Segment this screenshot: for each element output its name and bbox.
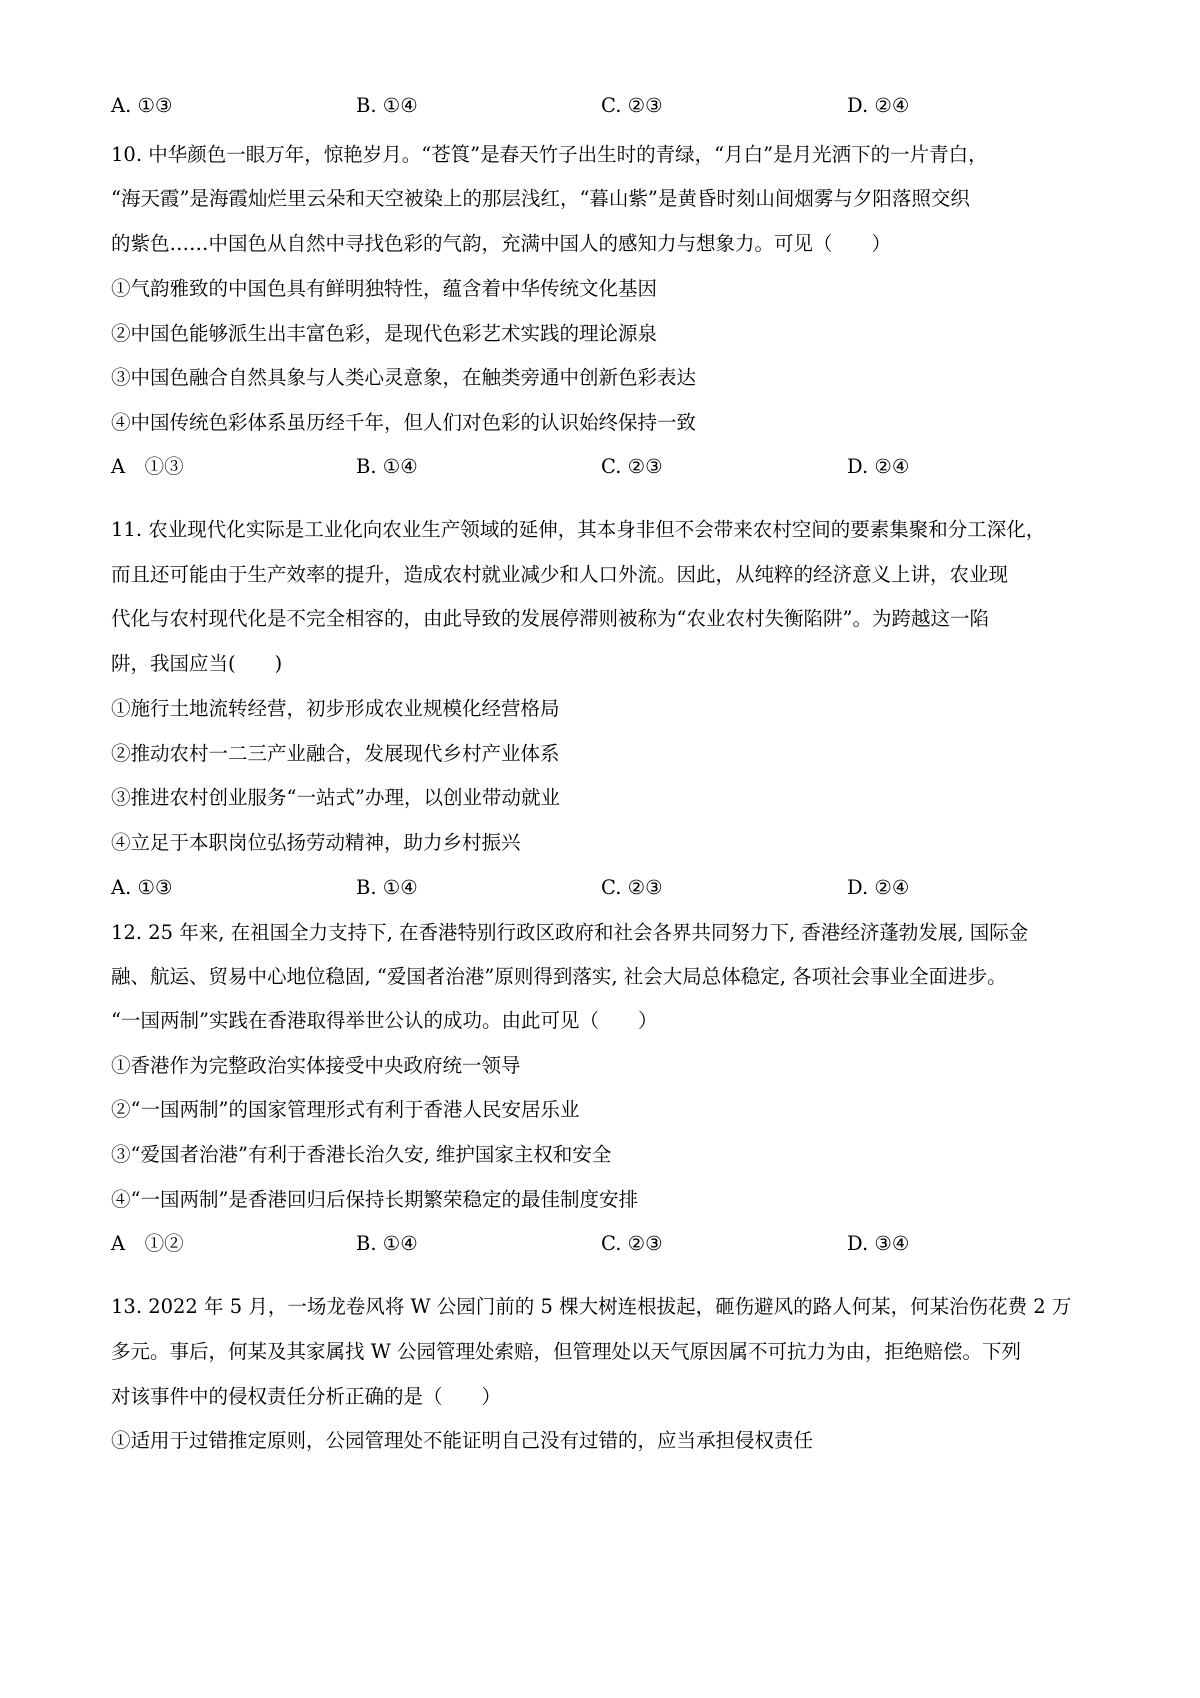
q10-stem-line: 10. 中华颜色一眼万年，惊艳岁月。“苍筤”是春天竹子出生时的青绿，“月白”是月光洒下的一片青白， <box>111 143 988 166</box>
q9-option-c: C. ②③ <box>601 94 663 117</box>
q11-option-d: D. ②④ <box>847 876 910 899</box>
q11-stem-line: 11. 农业现代化实际是工业化向农业生产领域的延伸，其本身非但不会带来农村空间的要素集聚和分工深化， <box>111 518 1046 541</box>
q10-statement-3: ③中国色融合自然具象与人类心灵意象，在触类旁通中创新色彩表达 <box>111 366 697 389</box>
q12-statement-1: ①香港作为完整政治实体接受中央政府统一领导 <box>111 1054 521 1077</box>
q10-stem-line: “海天霞”是海霞灿烂里云朵和天空被染上的那层浅红，“暮山紫”是黄昏时刻山间烟雾与夕阳落照交织 <box>111 187 970 210</box>
q13-stem-line: 多元。事后，何某及其家属找 W 公园管理处索赔，但管理处以天气原因属不可抗力为由，拒绝赔偿。下列 <box>111 1340 1021 1363</box>
q11-stem-line: 阱，我国应当( ) <box>111 652 283 675</box>
q11-statement-1: ①施行土地流转经营，初步形成农业规模化经营格局 <box>111 697 560 720</box>
q11-option-b: B. ①④ <box>356 876 418 899</box>
q11-statement-4: ④立足于本职岗位弘扬劳动精神，助力乡村振兴 <box>111 831 521 854</box>
q11-statement-2: ②推动农村一二三产业融合，发展现代乡村产业体系 <box>111 742 560 765</box>
q11-options <box>111 874 1111 902</box>
q12-option-c: C. ②③ <box>601 1232 663 1255</box>
q10-option-c: C. ②③ <box>601 455 663 478</box>
q9-options <box>111 92 1111 120</box>
q10-statement-2: ②中国色能够派生出丰富色彩，是现代色彩艺术实践的理论源泉 <box>111 322 658 345</box>
q12-stem-line: 12. 25 年来, 在祖国全力支持下, 在香港特别行政区政府和社会各界共同努力下, 香港经济蓬勃发展, 国际金 <box>111 921 1029 944</box>
q10-statement-4: ④中国传统色彩体系虽历经千年，但人们对色彩的认识始终保持一致 <box>111 411 697 434</box>
q12-statement-3: ③“爱国者治港”有利于香港长治久安, 维护国家主权和安全 <box>111 1143 612 1166</box>
q12-option-a: A ①② <box>111 1232 184 1255</box>
q10-option-a: A ①③ <box>111 455 184 478</box>
q11-stem-line: 而且还可能由于生产效率的提升，造成农村就业减少和人口外流。因此，从纯粹的经济意义上讲，农业现 <box>111 563 1009 586</box>
q12-stem-line: “一国两制”实践在香港取得举世公认的成功。由此可见（ ） <box>111 1009 658 1032</box>
q13-stem-line: 13. 2022 年 5 月，一场龙卷风将 W 公园门前的 5 棵大树连根拔起，砸伤避风的路人何某，何某治伤花费 2 万 <box>111 1295 1072 1318</box>
q12-stem-line: 融、航运、贸易中心地位稳固, “爱国者治港”原则得到落实, 社会大局总体稳定, 各项社会事业全面进步。 <box>111 965 1007 988</box>
q11-stem-line: 代化与农村现代化是不完全相容的，由此导致的发展停滞则被称为“农业农村失衡陷阱”。为跨越这一陷 <box>111 607 989 630</box>
q10-option-b: B. ①④ <box>356 455 418 478</box>
q9-option-d: D. ②④ <box>847 94 910 117</box>
q9-option-a: A. ①③ <box>111 94 173 117</box>
q11-option-a: A. ①③ <box>111 876 173 899</box>
q10-stem-line: 的紫色……中国色从自然中寻找色彩的气韵，充满中国人的感知力与想象力。可见（ ） <box>111 232 892 255</box>
q11-statement-3: ③推进农村创业服务“一站式”办理，以创业带动就业 <box>111 786 560 809</box>
q12-statement-2: ②“一国两制”的国家管理形式有利于香港人民安居乐业 <box>111 1098 580 1121</box>
q13-statement-1: ①适用于过错推定原则，公园管理处不能证明自己没有过错的，应当承担侵权责任 <box>111 1429 814 1452</box>
q10-option-d: D. ②④ <box>847 455 910 478</box>
q10-options <box>111 453 1111 481</box>
q12-options <box>111 1230 1111 1258</box>
q13-stem-line: 对该事件中的侵权责任分析正确的是（ ） <box>111 1385 502 1408</box>
q12-statement-4: ④“一国两制”是香港回归后保持长期繁荣稳定的最佳制度安排 <box>111 1188 638 1211</box>
q12-option-b: B. ①④ <box>356 1232 418 1255</box>
q9-option-b: B. ①④ <box>356 94 418 117</box>
q12-option-d: D. ③④ <box>847 1232 910 1255</box>
q10-statement-1: ①气韵雅致的中国色具有鲜明独特性，蕴含着中华传统文化基因 <box>111 277 658 300</box>
q11-option-c: C. ②③ <box>601 876 663 899</box>
